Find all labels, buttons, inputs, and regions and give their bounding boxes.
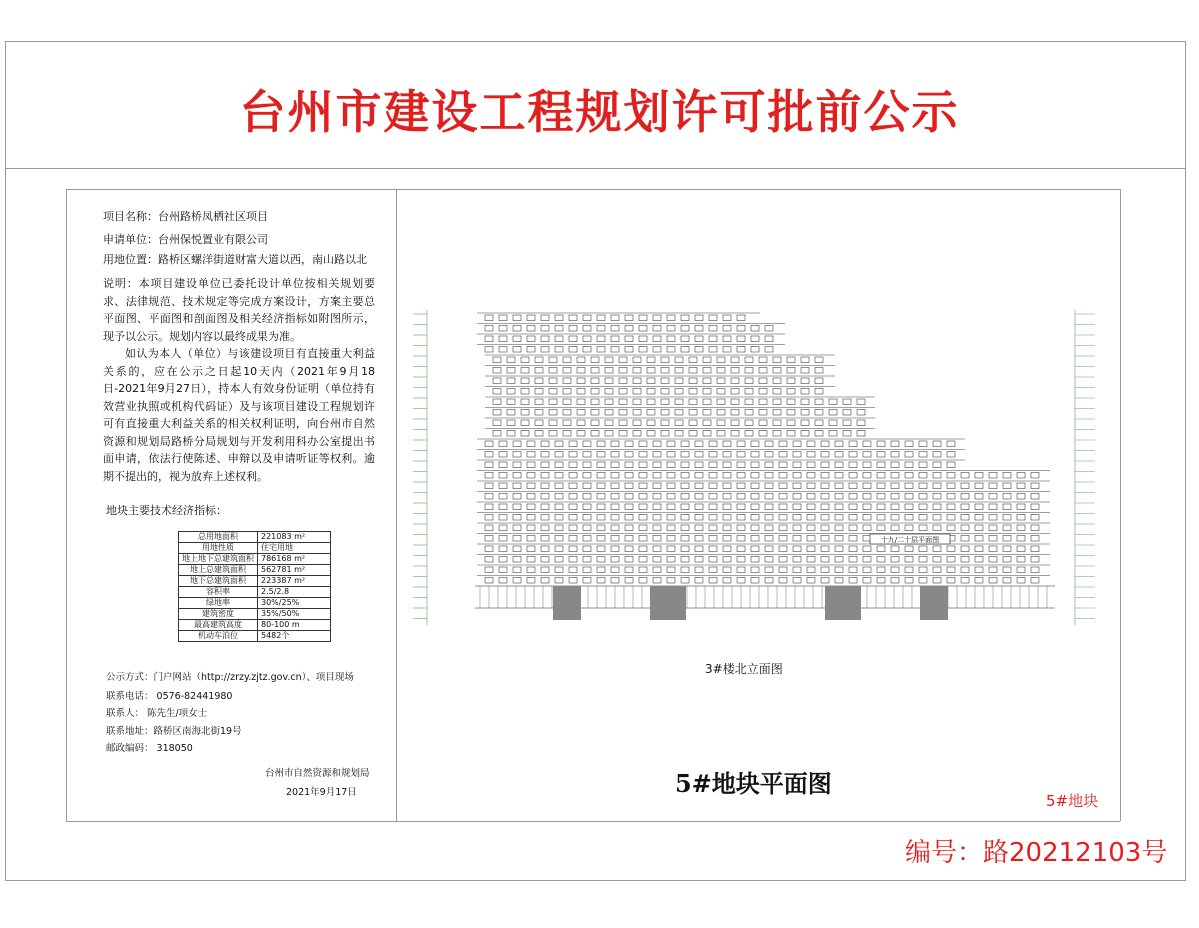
- description-paragraph: 如认为本人（单位）与该建设项目有直接重大利益关系的，应在公示之日起10天内（2021年9月18日-2021年9月27日），持本人有效身份证明（单位持有效营业执照或机构代码证）及与该项目建设工程规划许可有直接重大利益关系的相关权利证明，向台州市自然资源和规划局路桥分局规划与开发利用科办公室提出书面申请，依法行使陈述、申辩以及申请听证等权利。逾期不提出的，视为放弃上述权利。: [103, 347, 375, 483]
- contact-person: 联系人： 陈先生/项女士: [106, 708, 208, 719]
- elevation-caption: 3#楼北立面图: [705, 662, 783, 676]
- publicity-method: 公示方式：门户网站（http://zrzy.zjtz.gov.cn）、项目现场: [106, 672, 354, 683]
- contact-address: 联系地址：路桥区南海北街19号: [106, 726, 242, 737]
- tech-row: [179, 565, 331, 576]
- tech-label: 地下总建筑面积: [179, 576, 258, 587]
- tech-row: [179, 543, 331, 554]
- tech-row: [179, 620, 331, 631]
- frame-right: [1185, 41, 1186, 881]
- tech-row: [179, 576, 331, 587]
- issue-date: 2021年9月17日: [286, 787, 357, 798]
- tech-row: [179, 587, 331, 598]
- contact-phone: 联系电话： 0576-82441980: [106, 691, 233, 702]
- page-title: 台州市建设工程规划许可批前公示: [239, 85, 960, 139]
- tech-value: 221083 m²: [258, 532, 331, 543]
- tech-label: 总用地面积: [179, 532, 258, 543]
- panel-top: [66, 189, 1120, 190]
- frame-left: [5, 41, 6, 881]
- panel-bottom: [66, 821, 1120, 822]
- tech-label: 地上地下总建筑面积: [179, 554, 258, 565]
- frame-bottom: [5, 880, 1185, 881]
- elevation-drawing: [405, 290, 1125, 640]
- description-paragraph: 说明：本项目建设单位已委托设计单位按相关规划要求、法律规范、技术规定等完成方案设计，方案主要总平面图、平面图和剖面图及相关经济指标如附图所示，现予以公示。规划内容以最终成果为准。: [103, 277, 375, 343]
- tech-value: 35%/50%: [258, 609, 331, 620]
- tech-row: [179, 554, 331, 565]
- tech-value: 223387 m²: [258, 576, 331, 587]
- elevation-note: 十九/二十层平面图: [880, 536, 940, 544]
- tech-value: 住宅用地: [258, 543, 331, 554]
- description: [103, 275, 375, 485]
- panel-divider: [396, 189, 397, 821]
- issuer: 台州市自然资源和规划局: [265, 768, 370, 779]
- tech-value: 786168 m²: [258, 554, 331, 565]
- project-name: 项目名称：台州路桥凤栖社区项目: [103, 210, 268, 223]
- tech-label: 建筑密度: [179, 609, 258, 620]
- applicant: 申请单位：台州保悦置业有限公司: [103, 233, 268, 246]
- tech-value: 562781 m²: [258, 565, 331, 576]
- tech-label: 地上总建筑面积: [179, 565, 258, 576]
- tech-row: [179, 532, 331, 543]
- tech-label: 最高建筑高度: [179, 620, 258, 631]
- frame-top: [5, 41, 1185, 42]
- tech-label: 用地性质: [179, 543, 258, 554]
- tech-table: [178, 531, 331, 642]
- site-location: 用地位置：路桥区螺洋街道财富大道以西，南山路以北: [103, 253, 367, 266]
- tech-label: 绿地率: [179, 598, 258, 609]
- tech-label: 容积率: [179, 587, 258, 598]
- tech-row: [179, 598, 331, 609]
- tech-heading: 地块主要技术经济指标：: [106, 504, 227, 517]
- block-label: 5#地块: [1046, 792, 1099, 810]
- tech-value: 5482个: [258, 631, 331, 642]
- postcode: 邮政编码： 318050: [106, 743, 193, 754]
- plan-title: 5#地块平面图: [675, 769, 832, 798]
- tech-label: 机动车泊位: [179, 631, 258, 642]
- tech-value: 2.5/2.8: [258, 587, 331, 598]
- frame-title-bottom: [5, 168, 1185, 169]
- tech-value: 30%/25%: [258, 598, 331, 609]
- panel-left: [66, 189, 67, 821]
- tech-row: [179, 609, 331, 620]
- document-number: 编号：路20212103号: [905, 838, 1168, 868]
- tech-value: 80-100 m: [258, 620, 331, 631]
- tech-row: [179, 631, 331, 642]
